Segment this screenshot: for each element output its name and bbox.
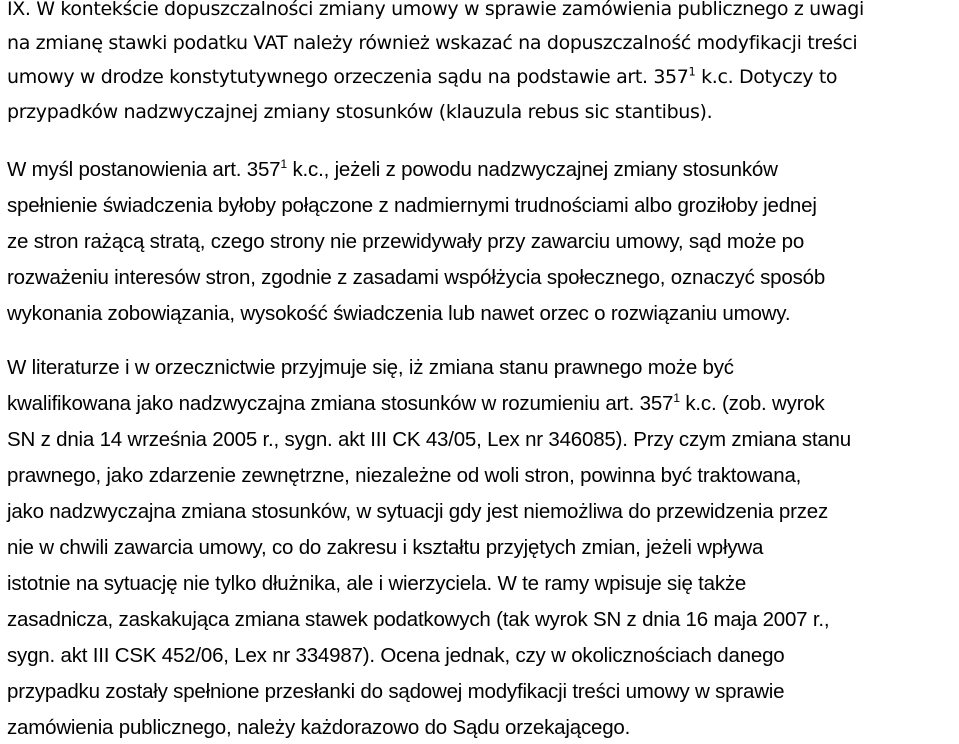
heading-line-1: IX. W kontekście dopuszczalności zmiany umowy w sprawie zamówienia publicznego z uwagi	[7, 0, 864, 20]
paragraph-1-line-3: ze stron rażącą stratą, czego strony nie przewidywały przy zawarciu umowy, sąd może po	[7, 230, 805, 253]
heading-line-3-text-a: umowy w drodze konstytutywnego orzeczenia sądu na podstawie art. 357	[7, 66, 689, 88]
heading-line-4: przypadków nadzwyczajnej zmiany stosunków (klauzula rebus sic stantibus).	[7, 101, 713, 123]
paragraph-1-line-4: rozważeniu interesów stron, zgodnie z zasadami współżycia społecznego, oznaczyć sposób	[7, 266, 826, 289]
paragraph-2-line-3: SN z dnia 14 września 2005 r., sygn. akt III CK 43/05, Lex nr 346085). Przy czym zmiana stanu	[7, 428, 851, 451]
paragraph-2-line-1: W literaturze i w orzecznictwie przyjmuje się, iż zmiana stanu prawnego może być	[7, 356, 734, 379]
paragraph-2-line-2	[7, 392, 825, 416]
superscript-1: 1	[280, 157, 287, 172]
paragraph-2-line-7: istotnie na sytuację nie tylko dłużnika, ale i wierzyciela. W te ramy wpisuje się także	[7, 572, 747, 595]
heading-line-3	[7, 66, 837, 88]
paragraph-1-line-1-text-a: W myśl postanowienia art. 357	[7, 158, 281, 181]
paragraph-1-line-1-text-b: k.c., jeżeli z powodu nadzwyczajnej zmiany stosunków	[287, 158, 778, 181]
paragraph-2-line-2-text-a: kwalifikowana jako nadzwyczajna zmiana stosunków w rozumieniu art. 357	[7, 392, 674, 415]
paragraph-1-line-2: spełnienie świadczenia byłoby połączone z nadmiernymi trudnościami albo groziłoby jednej	[7, 194, 817, 217]
heading-line-2: na zmianę stawki podatku VAT należy również wskazać na dopuszczalność modyfikacji treści	[7, 32, 858, 54]
paragraph-2-line-6: nie w chwili zawarcia umowy, co do zakresu i kształtu przyjętych zmian, jeżeli wpływa	[7, 536, 764, 559]
paragraph-2-line-9: sygn. akt III CSK 452/06, Lex nr 334987). Ocena jednak, czy w okolicznościach danego	[7, 644, 785, 667]
heading-line-3-text-b: k.c. Dotyczy to	[695, 66, 838, 88]
paragraph-2-line-10: przypadku zostały spełnione przesłanki do sądowej modyfikacji treści umowy w sprawie	[7, 680, 785, 703]
paragraph-2-line-11: zamówienia publicznego, należy każdorazowo do Sądu orzekającego.	[7, 716, 631, 739]
paragraph-2-line-5: jako nadzwyczajna zmiana stosunków, w sytuacji gdy jest niemożliwa do przewidzenia przez	[7, 500, 829, 523]
paragraph-2-line-8: zasadnicza, zaskakująca zmiana stawek podatkowych (tak wyrok SN z dnia 16 maja 2007 r.,	[7, 608, 830, 631]
paragraph-1-line-1	[7, 158, 778, 182]
paragraph-1-line-5: wykonania zobowiązania, wysokość świadczenia lub nawet orzec o rozwiązaniu umowy.	[7, 302, 791, 325]
superscript-1: 1	[688, 64, 696, 79]
paragraph-2-line-2-text-b: k.c. (zob. wyrok	[679, 392, 825, 415]
superscript-1: 1	[673, 391, 680, 406]
paragraph-2-line-4: prawnego, jako zdarzenie zewnętrzne, niezależne od woli stron, powinna być traktowana,	[7, 464, 802, 487]
